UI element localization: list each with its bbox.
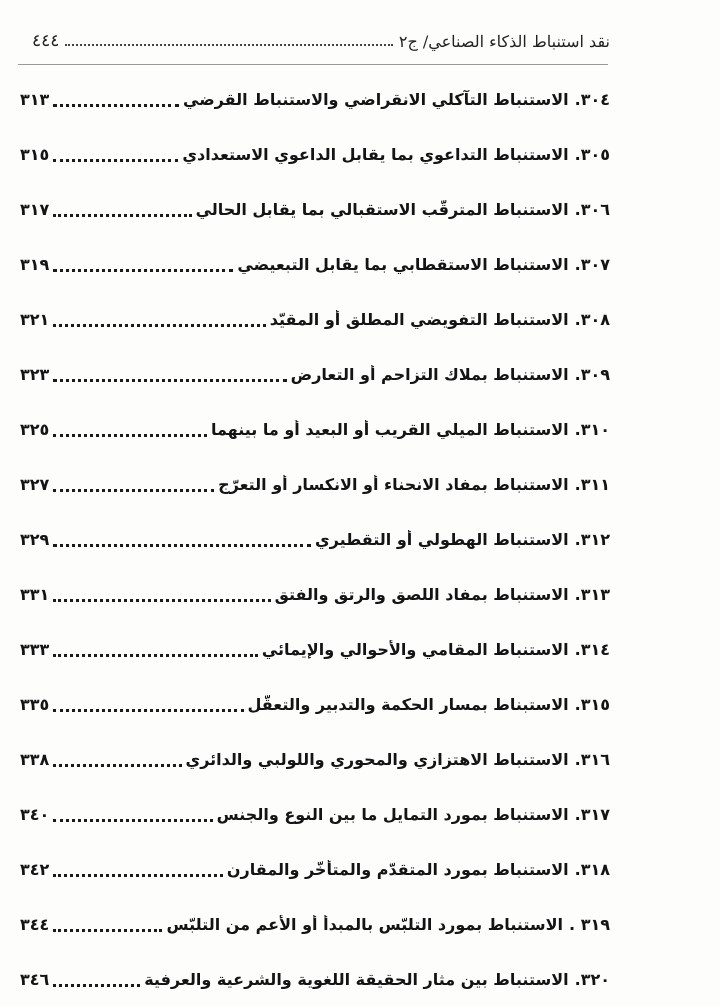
entry-page: ٣٢٣ <box>20 365 50 384</box>
leader-dots <box>53 434 207 437</box>
toc-entry[interactable] <box>20 787 610 842</box>
entry-number: ٣٠٥. <box>574 145 610 164</box>
entry-page: ٣٣٥ <box>20 695 50 714</box>
leader-dots <box>53 489 214 492</box>
entry-title: الاستنباط بمفاد الانحناء أو الانكسار أو التعرّج <box>218 475 569 494</box>
toc-entry[interactable] <box>20 457 610 512</box>
entry-number: ٣٠٨. <box>574 310 610 329</box>
entry-page: ٣٢٩ <box>20 530 50 549</box>
entry-number: ٣١٣. <box>574 585 610 604</box>
entry-title: الاستنباط المقامي والأحوالي والإيمائي <box>261 640 569 659</box>
entry-title: الاستنباط بين مثار الحقيقة اللغوية والشرعية والعرفية <box>144 970 569 989</box>
entry-page: ٣١٩ <box>20 255 50 274</box>
entry-title: الاستنباط الاستقطابي بما يقابل التبعيضي <box>237 255 569 274</box>
leader-dots <box>53 929 162 932</box>
toc-entry[interactable] <box>20 72 610 127</box>
entry-page: ٣١٣ <box>20 90 50 109</box>
leader-dots <box>53 819 212 822</box>
entry-title: الاستنباط بملاك التزاحم أو التعارض <box>290 365 569 384</box>
leader-dots <box>53 709 243 712</box>
toc-entry[interactable] <box>20 292 610 347</box>
toc-entry[interactable] <box>20 127 610 182</box>
page-number: ٤٤٤ <box>32 31 60 51</box>
toc-entry[interactable] <box>20 182 610 237</box>
header-leader-dots <box>65 44 392 46</box>
entry-number: ٣١٢. <box>574 530 610 549</box>
entry-page: ٣٢٧ <box>20 475 50 494</box>
entry-number: ٣١٠. <box>574 420 610 439</box>
entry-page: ٣٢٥ <box>20 420 50 439</box>
entry-number: ٣١٦. <box>574 750 610 769</box>
entry-number: ٣٢٠. <box>574 970 610 989</box>
leader-dots <box>53 324 265 327</box>
entry-title: الاستنباط بمورد التلبّس بالمبدأ أو الأعم من التلبّس <box>166 915 564 934</box>
leader-dots <box>53 764 181 767</box>
toc-entry[interactable] <box>20 952 610 1007</box>
entry-page: ٣٤٤ <box>20 915 50 934</box>
entry-title: الاستنباط بمورد المتقدّم والمتأخّر والمقارن <box>226 860 569 879</box>
leader-dots <box>53 159 178 162</box>
toc-entry[interactable] <box>20 897 610 952</box>
table-of-contents <box>20 72 610 1007</box>
leader-dots <box>53 214 191 217</box>
entry-page: ٣٤٠ <box>20 805 50 824</box>
running-header <box>22 28 610 54</box>
entry-page: ٣٤٢ <box>20 860 50 879</box>
book-title: نقد استنباط الذكاء الصناعي/ ج٢ <box>398 31 610 51</box>
toc-entry[interactable] <box>20 347 610 402</box>
entry-title: الاستنباط الهطولي أو التقطيري <box>314 530 569 549</box>
entry-number: ٣١٨. <box>574 860 610 879</box>
entry-title: الاستنباط الاهتزازي والمحوري واللولبي والدائري <box>185 750 569 769</box>
entry-number: ٣١٧. <box>574 805 610 824</box>
entry-number: ٣١٥. <box>574 695 610 714</box>
entry-number: ٣٠٧. <box>574 255 610 274</box>
entry-title: الاستنباط الميلي القريب أو البعيد أو ما بينهما <box>210 420 569 439</box>
entry-number: ٣١٩ . <box>569 915 610 934</box>
toc-entry[interactable] <box>20 567 610 622</box>
entry-number: ٣١٤. <box>574 640 610 659</box>
entry-page: ٣٣٣ <box>20 640 50 659</box>
leader-dots <box>53 544 311 547</box>
toc-entry[interactable] <box>20 677 610 732</box>
toc-entry[interactable] <box>20 622 610 677</box>
leader-dots <box>53 984 140 987</box>
leader-dots <box>53 599 270 602</box>
entry-page: ٣٤٦ <box>20 970 50 989</box>
toc-entry[interactable] <box>20 732 610 787</box>
entry-page: ٣٣١ <box>20 585 50 604</box>
entry-title: الاستنباط بمفاد اللصق والرتق والفتق <box>274 585 569 604</box>
toc-entry[interactable] <box>20 842 610 897</box>
toc-entry[interactable] <box>20 237 610 292</box>
leader-dots <box>53 269 233 272</box>
leader-dots <box>53 104 179 107</box>
entry-page: ٣٢١ <box>20 310 50 329</box>
entry-title: الاستنباط المترقَّب الاستقبالي بما يقابل الحالي <box>195 200 569 219</box>
entry-number: ٣٠٤. <box>574 90 610 109</box>
entry-number: ٣٠٦. <box>574 200 610 219</box>
entry-page: ٣١٥ <box>20 145 50 164</box>
toc-entry[interactable] <box>20 512 610 567</box>
entry-number: ٣٠٩. <box>574 365 610 384</box>
entry-title: الاستنباط التآكلي الانقراضي والاستنباط القرضي <box>183 90 569 109</box>
entry-page: ٣١٧ <box>20 200 50 219</box>
header-divider <box>18 64 608 65</box>
entry-title: الاستبناط بمسار الحكمة والتدبير والتعقّل <box>247 695 569 714</box>
entry-title: الاستنباط التداعوي بما يقابل الداعوي الاستعدادي <box>182 145 569 164</box>
entry-title: الاستنباط بمورد التمايل ما بين النوع والجنس <box>216 805 569 824</box>
entry-title: الاستنباط التفويضي المطلق أو المقيّد <box>269 310 569 329</box>
leader-dots <box>53 874 223 877</box>
entry-page: ٣٣٨ <box>20 750 50 769</box>
leader-dots <box>53 654 258 657</box>
entry-number: ٣١١. <box>574 475 610 494</box>
leader-dots <box>53 379 286 382</box>
toc-entry[interactable] <box>20 402 610 457</box>
